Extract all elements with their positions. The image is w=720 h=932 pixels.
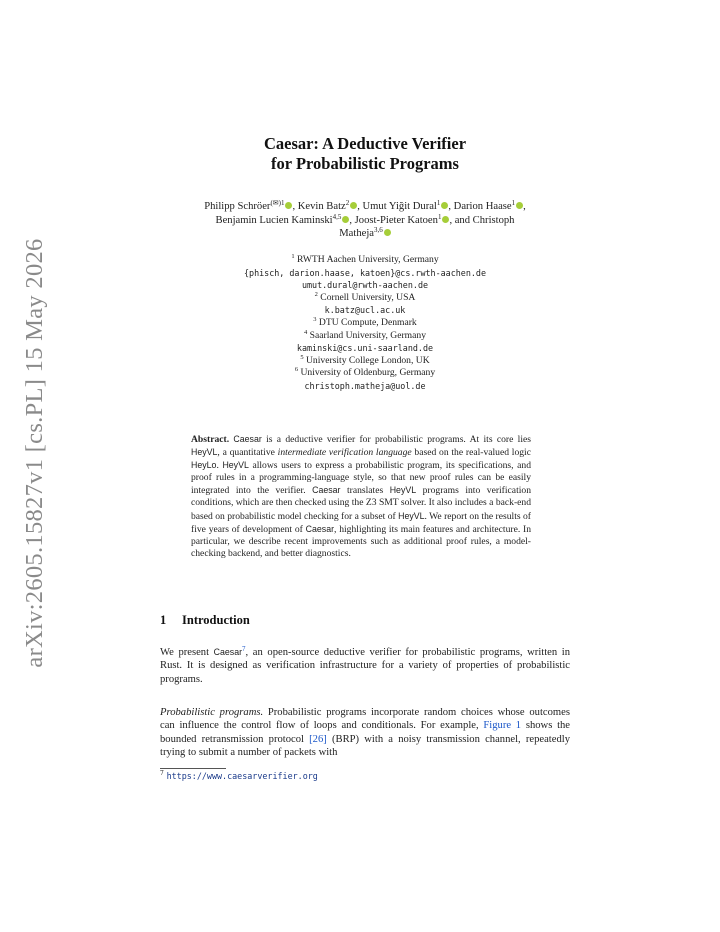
section-number: 1: [160, 613, 167, 627]
affil-sup: 4: [304, 328, 308, 336]
author-line-2: Benjamin Lucien Kaminski$^{4,5}$ , Joost-Pieter Katoen$^1$ , and Christoph: [215, 212, 515, 226]
abstract-text: .: [216, 460, 223, 472]
author-list: [150, 200, 580, 241]
title-line-1: Caesar: A Deductive Verifier: [263, 134, 467, 153]
author-name: Kevin Batz: [297, 201, 346, 212]
affil-name: RWTH Aachen University, Germany: [297, 254, 439, 265]
language-name: HeyVL: [398, 510, 425, 521]
orcid-icon[interactable]: [516, 202, 523, 209]
affil-name: University College London, UK: [306, 354, 430, 366]
language-name: HeyVL: [222, 460, 249, 471]
tool-name: Caesar: [312, 485, 341, 496]
affiliation-item: [150, 330, 580, 343]
affiliation-list: [150, 254, 580, 393]
affiliation-email[interactable]: christoph.matheja@uol.de: [304, 380, 426, 391]
author-line-1: Philipp Schröer$^{(✉)1}$ , Kevin Batz$^2$ , Umut Yiğit Dural$^1$ , Darion Haase$^1$ ,: [204, 199, 526, 212]
footnote-ref[interactable]: 7: [242, 645, 246, 653]
figure-link[interactable]: Figure 1: [483, 720, 522, 732]
paragraph-text: We present: [160, 647, 214, 658]
abstract-text: allows users to express a probabilistic program, its specifications, and proof rules in a programming-language style, so that new proof rules can be easily integrated into the verifier.: [191, 460, 531, 497]
author-affil-sup: 1: [436, 199, 441, 207]
author-line-3: [150, 227, 580, 241]
abstract-text: , a quantitative: [217, 447, 278, 459]
citation-link[interactable]: [26]: [309, 733, 327, 745]
author-affil-sup: 4,5: [332, 212, 342, 221]
intro-paragraph-1: [160, 646, 570, 686]
affiliation-email[interactable]: k.batz@ucl.ac.uk: [324, 305, 406, 316]
paragraph-text: shows the bounded retransmission protocol: [160, 720, 571, 745]
footnote-number: 7: [160, 770, 164, 777]
author-name: Umut Yiğit Dural: [362, 201, 437, 212]
intro-paragraph-2: [160, 706, 570, 759]
affil-name: DTU Compute, Denmark: [318, 316, 417, 328]
tool-name: Caesar: [305, 523, 335, 534]
author-name: Joost-Pieter Katoen: [354, 214, 438, 226]
abstract-text: programs into verification conditions, which are then checked using the Z3 SMT solver. It also includes a back-end based on probabilistic model checking for a subset of: [191, 485, 531, 522]
author-name: Matheja: [339, 228, 374, 239]
abstract-text: translates: [340, 485, 390, 497]
orcid-icon[interactable]: [285, 202, 292, 209]
orcid-icon[interactable]: [342, 216, 349, 223]
abstract-label: Abstract.: [191, 434, 230, 445]
orcid-icon[interactable]: [442, 216, 449, 223]
affiliation-item: [150, 292, 580, 305]
author-name: Benjamin Lucien Kaminski: [215, 214, 333, 226]
arxiv-stamp-text: arXiv:2605.15827v1 [cs.PL] 15 May 2026: [21, 238, 48, 668]
paper-title: [160, 134, 570, 174]
paragraph-text: (BRP) with a noisy transmission channel, repeatedly trying to submit a number of packets with: [160, 733, 570, 758]
language-name: HeyVL: [191, 447, 218, 458]
abstract-text: . We report on the results of five years of development of: [191, 510, 531, 535]
author-affil-sup: 2: [345, 199, 350, 207]
affil-name: Saarland University, Germany: [309, 329, 426, 341]
abstract-text: , highlighting its main features and architecture. In particular, we describe recent improvements such as additional proof rules, a model-checking backend, and better diagnostics.: [191, 523, 532, 559]
footnote: [160, 771, 318, 782]
author-affil-sup: 3,6: [373, 226, 383, 234]
abstract-emphasis: intermediate verification language: [277, 447, 412, 459]
affil-name: University of Oldenburg, Germany: [300, 367, 436, 379]
footnote-url-link[interactable]: https://www.caesarverifier.org: [166, 771, 318, 781]
language-name: HeyVL: [389, 485, 417, 496]
orcid-icon[interactable]: [441, 202, 448, 209]
author-affil-sup: 1: [437, 212, 442, 221]
footnote-rule: [160, 768, 226, 769]
tool-name: Caesar: [213, 647, 243, 657]
affiliation-item: [150, 254, 580, 267]
title-line-2: for Probabilistic Programs: [271, 154, 459, 173]
author-name-prefix: and Christoph: [454, 214, 515, 226]
author-affil-sup: (✉)1: [270, 199, 285, 207]
affiliation-email[interactable]: {phisch, darion.haase, katoen}@cs.rwth-aachen.de: [243, 267, 487, 278]
affil-sup: 2: [314, 290, 318, 298]
affil-sup: 6: [294, 366, 299, 374]
tool-name: Caesar: [233, 434, 262, 444]
author-name: Darion Haase: [453, 201, 512, 212]
paragraph-text: Probabilistic programs incorporate random choices whose outcomes can influence the control flow of loops and conditionals. For example,: [160, 707, 570, 732]
affil-sup: 5: [300, 353, 304, 361]
paragraph-text: , an open-source deductive verifier for probabilistic programs, written in Rust. It is designed as verification infrastructure for a variety of properties of probabilistic programs.: [160, 647, 570, 685]
affiliation-item: [150, 367, 580, 380]
affiliation-email[interactable]: kaminski@cs.uni-saarland.de: [296, 343, 434, 354]
orcid-icon[interactable]: [350, 202, 357, 209]
affil-name: Cornell University, USA: [320, 291, 416, 303]
author-name: Philipp Schröer: [204, 201, 271, 212]
abstract-text: is a deductive verifier for probabilistic programs. At its core lies: [261, 434, 531, 445]
section-title: Introduction: [182, 613, 250, 627]
arxiv-stamp: [8, 238, 62, 668]
paragraph-runin-heading: Probabilistic programs.: [160, 707, 264, 718]
author-affil-sup: 1: [511, 199, 516, 207]
affil-sup: 1: [291, 253, 295, 260]
abstract-block: [191, 433, 531, 560]
affiliation-email[interactable]: umut.dural@rwth-aachen.de: [301, 280, 429, 291]
section-heading: [160, 613, 250, 628]
affil-sup: 3: [313, 315, 317, 323]
orcid-icon[interactable]: [384, 229, 391, 236]
logic-name: HeyLo: [191, 460, 217, 471]
abstract-text: based on the real-valued logic: [411, 447, 531, 459]
affiliation-item: [150, 355, 580, 368]
affiliation-item: [150, 317, 580, 330]
